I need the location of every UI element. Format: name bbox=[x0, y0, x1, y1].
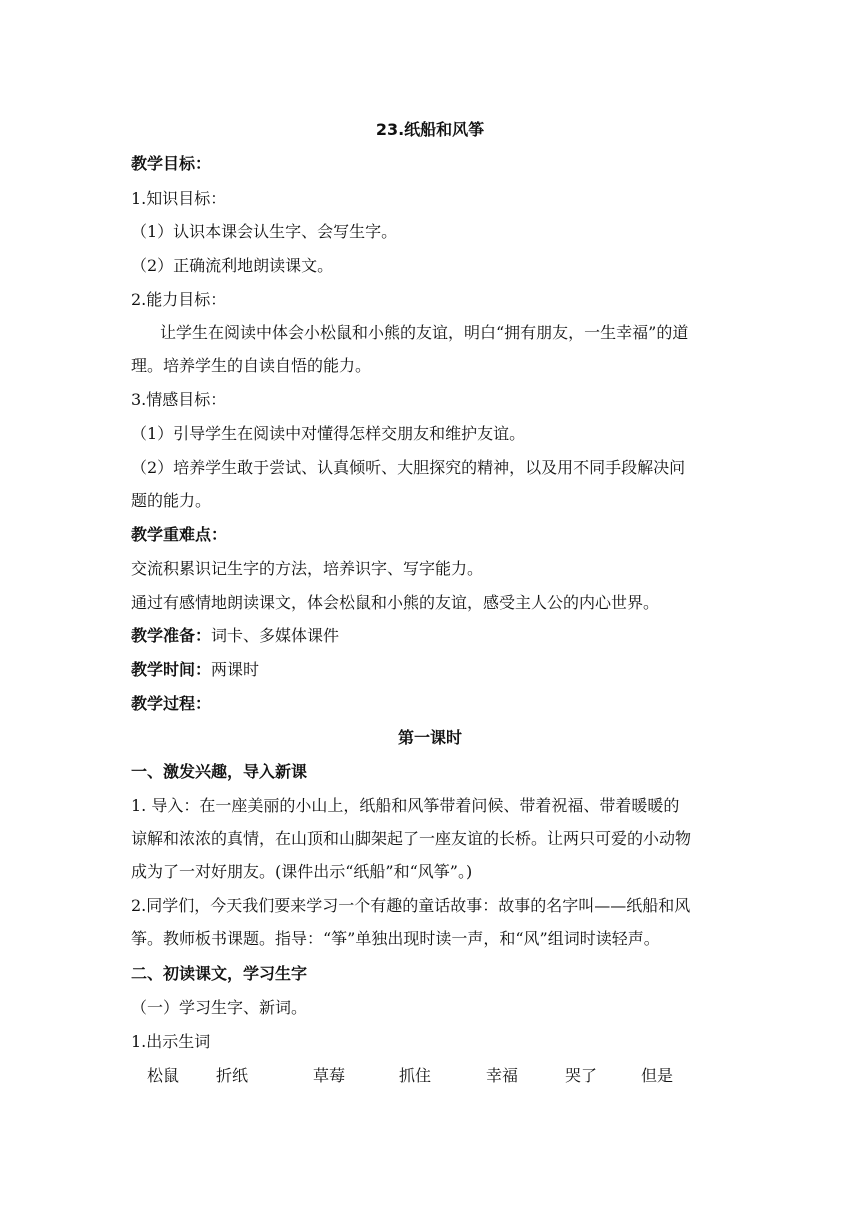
section-one-para-1-line-2: 谅解和浓浓的真情，在山顶和山脚架起了一座友谊的长桥。让两只可爱的小动物 bbox=[131, 829, 692, 848]
document-title: 23.纸船和风筝 bbox=[375, 120, 485, 139]
section-two-subheading-1: （一）学习生字、新词。 bbox=[131, 998, 308, 1017]
preparation-value: 词卡、多媒体课件 bbox=[211, 626, 340, 645]
new-word: 折纸 bbox=[216, 1066, 249, 1085]
ability-goal-text-line-2: 理。培养学生的自读自悟的能力。 bbox=[131, 356, 372, 375]
knowledge-goal-item-1: （1）认识本课会认生字、会写生字。 bbox=[131, 222, 398, 241]
section-one-para-1-line-1: 1. 导入：在一座美丽的小山上，纸船和风筝带着问候、带着祝福、带着暖暖的 bbox=[131, 796, 680, 815]
emotion-goal-item-2-line-2: 题的能力。 bbox=[131, 491, 212, 510]
section-one-para-2-line-2: 筝。教师板书课题。指导：“筝”单独出现时读一声，和“风”组词时读轻声。 bbox=[131, 929, 660, 948]
new-words-row bbox=[0, 1066, 860, 1088]
section-one-para-1-line-3: 成为了一对好朋友。(课件出示“纸船”和“风筝”。) bbox=[131, 862, 473, 881]
ability-goal-heading: 2.能力目标： bbox=[131, 290, 227, 309]
emotion-goal-item-1: （1）引导学生在阅读中对懂得怎样交朋友和维护友谊。 bbox=[131, 424, 526, 443]
section-one-heading: 一、激发兴趣，导入新课 bbox=[131, 762, 308, 781]
process-heading: 教学过程： bbox=[131, 694, 212, 713]
emotion-goal-heading: 3.情感目标： bbox=[131, 390, 227, 409]
ability-goal-text-line-1: 让学生在阅读中体会小松鼠和小熊的友谊，明白“拥有朋友，一生幸福”的道 bbox=[160, 323, 689, 342]
key-difficult-item-1: 交流积累识记生字的方法，培养识字、写字能力。 bbox=[131, 559, 484, 578]
new-word: 松鼠 bbox=[147, 1066, 180, 1085]
new-word: 哭了 bbox=[565, 1066, 598, 1085]
emotion-goal-item-2-line-1: （2）培养学生敢于尝试、认真倾听、大胆探究的精神，以及用不同手段解决问 bbox=[131, 458, 686, 477]
section-one-para-2-line-1: 2.同学们，今天我们要来学习一个有趣的童话故事：故事的名字叫——纸船和风 bbox=[131, 896, 691, 915]
new-word: 草莓 bbox=[313, 1066, 346, 1085]
teaching-time-label: 教学时间： bbox=[131, 660, 212, 679]
key-difficult-item-2: 通过有感情地朗读课文，体会松鼠和小熊的友谊，感受主人公的内心世界。 bbox=[131, 593, 660, 612]
preparation-label: 教学准备： bbox=[131, 626, 212, 645]
new-word: 幸福 bbox=[486, 1066, 519, 1085]
lesson-one-title: 第一课时 bbox=[397, 728, 462, 747]
section-two-heading: 二、初读课文，学习生字 bbox=[131, 964, 308, 983]
knowledge-goal-item-2: （2）正确流利地朗读课文。 bbox=[131, 256, 334, 275]
knowledge-goal-heading: 1.知识目标： bbox=[131, 189, 227, 208]
teaching-time-value: 两课时 bbox=[211, 660, 260, 679]
preparation-row bbox=[131, 626, 741, 646]
section-two-item-1: 1.出示生词 bbox=[131, 1032, 211, 1051]
new-word: 抓住 bbox=[399, 1066, 432, 1085]
new-word: 但是 bbox=[641, 1066, 674, 1085]
key-difficult-heading: 教学重难点： bbox=[131, 525, 228, 544]
objectives-heading: 教学目标： bbox=[131, 154, 212, 173]
teaching-time-row bbox=[131, 660, 741, 680]
